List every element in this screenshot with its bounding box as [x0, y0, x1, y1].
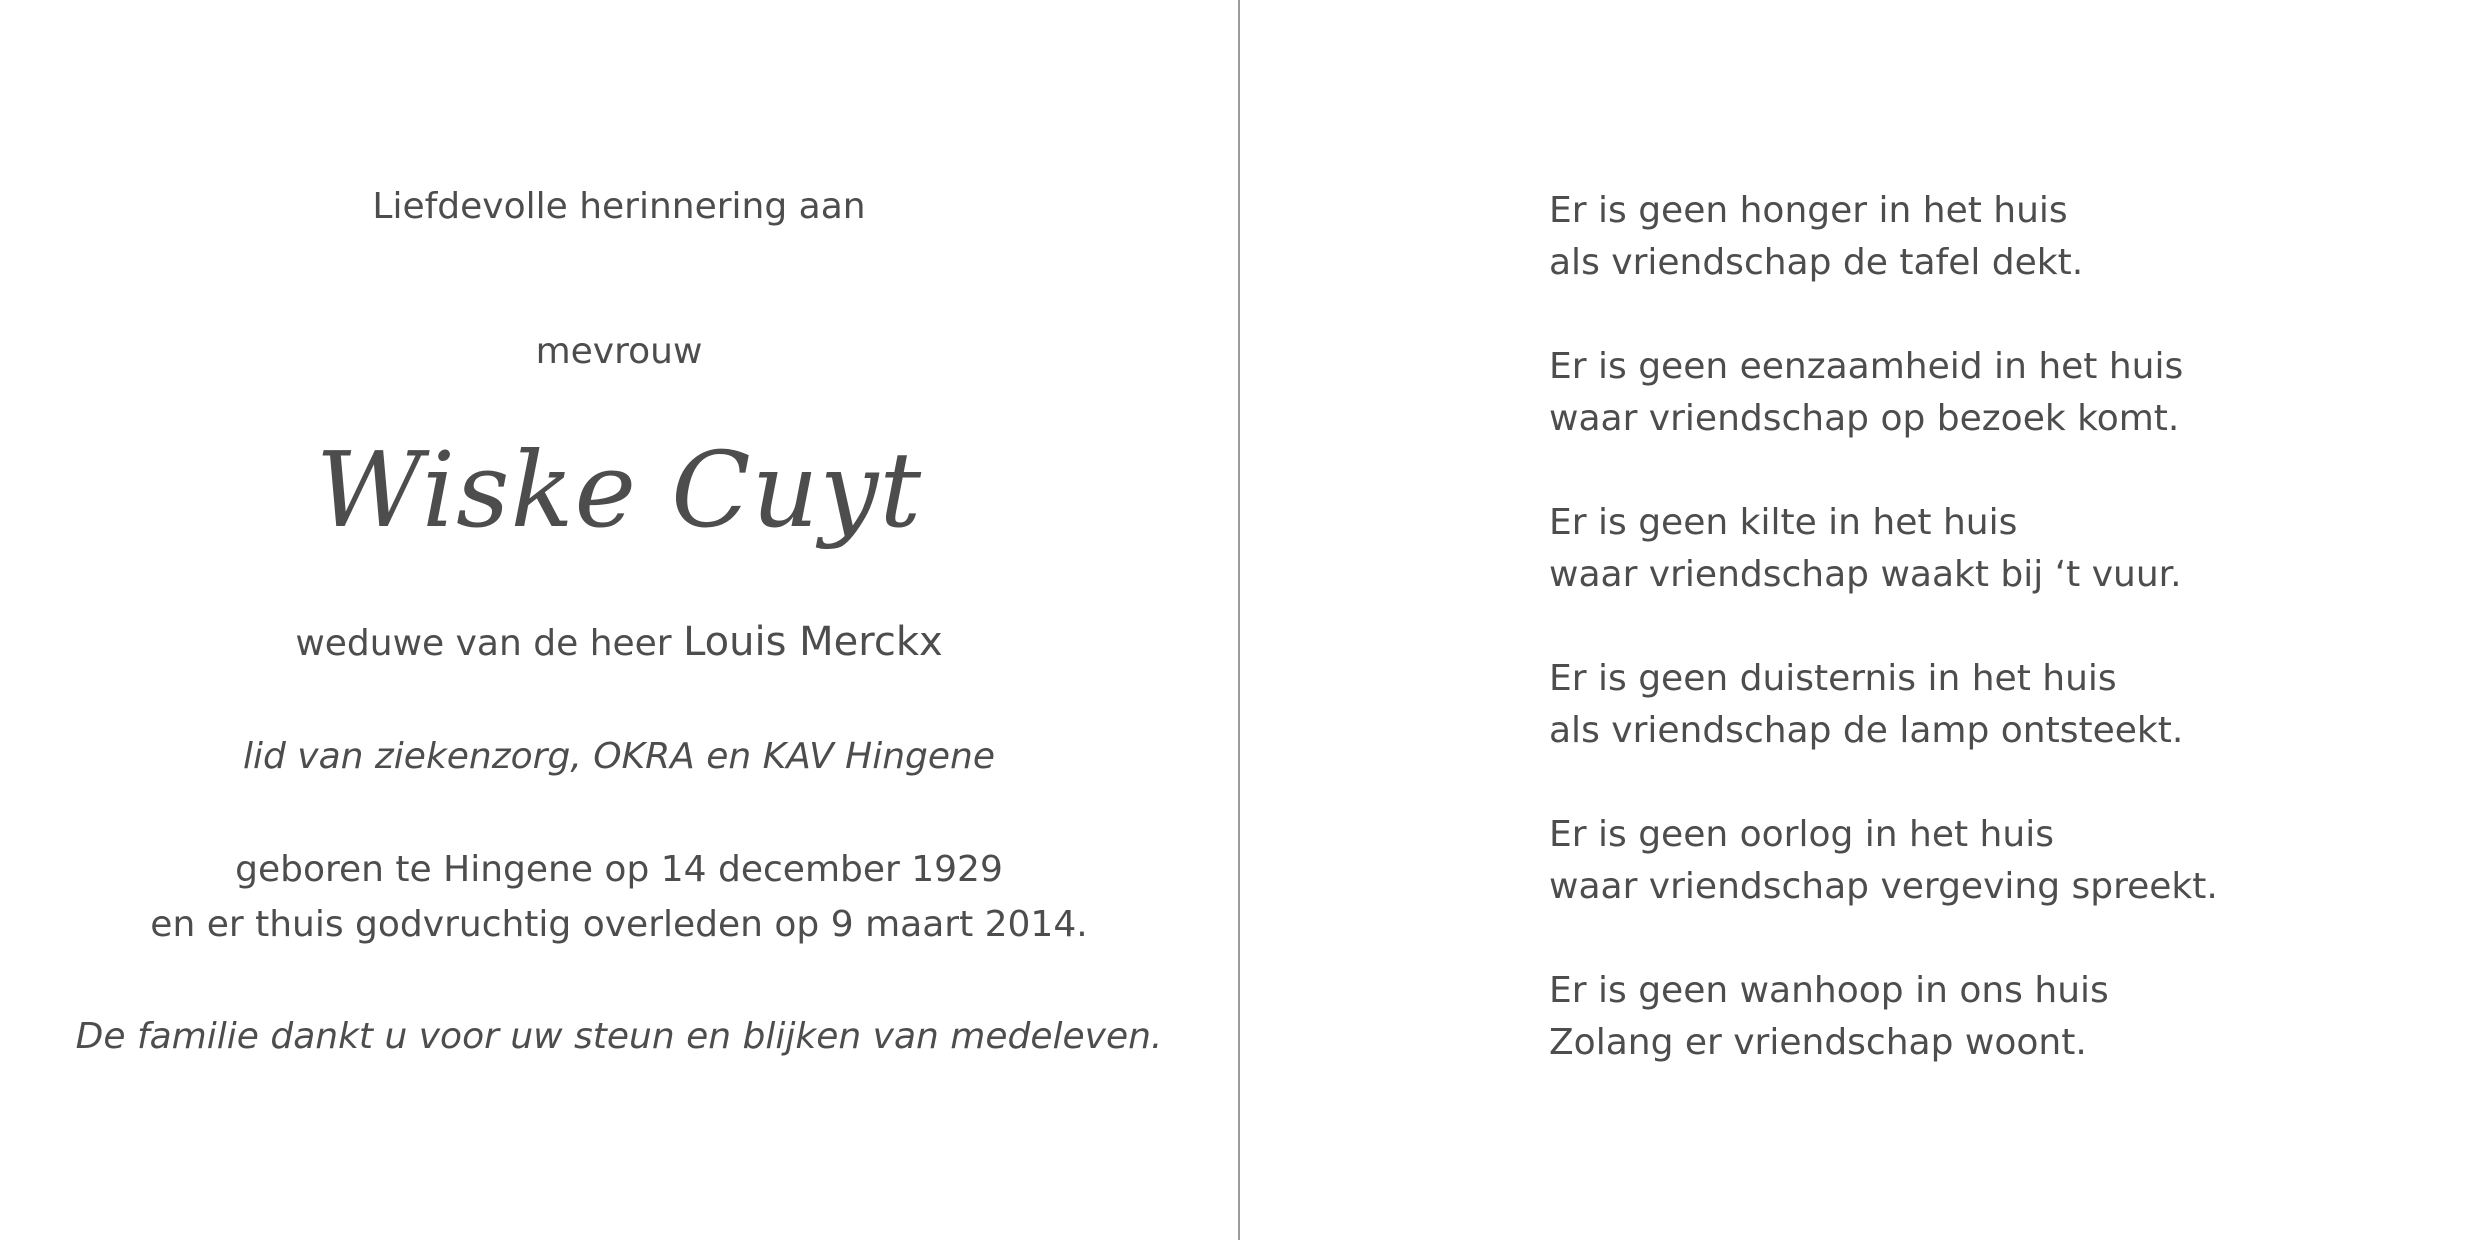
poem-line: Er is geen duisternis in het huis: [1549, 658, 2117, 699]
death-line: en er thuis godvruchtig overleden op 9 maart 2014.: [150, 904, 1088, 945]
poem-line: Er is geen wanhoop in ons huis: [1549, 970, 2109, 1011]
poem-stanza: [1549, 653, 2218, 757]
deceased-name: Wiske Cuyt: [315, 429, 923, 551]
poem-line: als vriendschap de lamp ontsteekt.: [1549, 710, 2184, 751]
memorial-card-right-page: [1240, 0, 2480, 1240]
intro-text: Liefdevolle herinnering aan: [372, 186, 866, 227]
poem-stanza: [1549, 497, 2218, 601]
poem-stanza: [1549, 341, 2218, 445]
spouse-name: Louis Merckx: [683, 619, 943, 665]
poem: [1549, 185, 2218, 1121]
poem-line: als vriendschap de tafel dekt.: [1549, 242, 2084, 283]
poem-line: Zolang er vriendschap woont.: [1549, 1022, 2087, 1063]
poem-line: waar vriendschap op bezoek komt.: [1549, 398, 2180, 439]
widow-line: [0, 620, 1238, 666]
poem-line: waar vriendschap vergeving spreekt.: [1549, 866, 2218, 907]
poem-line: waar vriendschap waakt bij ‘t vuur.: [1549, 554, 2182, 595]
poem-line: Er is geen oorlog in het huis: [1549, 814, 2054, 855]
thanks-line: De familie dankt u voor uw steun en blijken van medeleven.: [75, 1016, 1163, 1057]
birth-line: geboren te Hingene op 14 december 1929: [235, 849, 1003, 890]
poem-line: Er is geen honger in het huis: [1549, 190, 2068, 231]
honorific: mevrouw: [535, 331, 703, 372]
memorial-card-left-page: [0, 0, 1238, 1240]
poem-stanza: [1549, 185, 2218, 289]
poem-line: Er is geen eenzaamheid in het huis: [1549, 346, 2184, 387]
poem-stanza: [1549, 809, 2218, 913]
poem-line: Er is geen kilte in het huis: [1549, 502, 2018, 543]
membership-line: lid van ziekenzorg, OKRA en KAV Hingene: [242, 736, 996, 777]
widow-prefix: weduwe van de heer: [295, 623, 684, 664]
poem-stanza: [1549, 965, 2218, 1069]
